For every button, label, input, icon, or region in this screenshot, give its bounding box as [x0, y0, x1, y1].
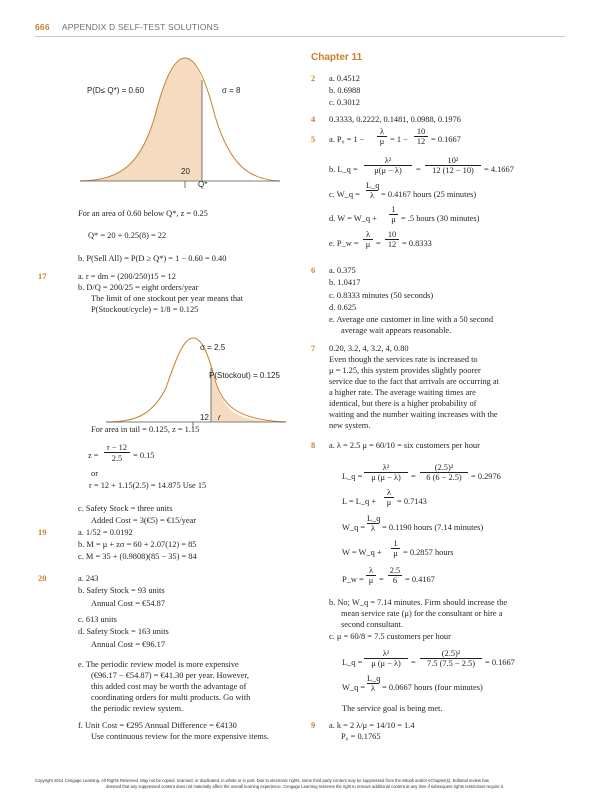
- equation-mid: =: [411, 472, 416, 481]
- text-line: a. 0.4512: [329, 74, 360, 83]
- q-star-label: Q*: [198, 180, 208, 189]
- text-line: b. Safety Stock = 93 units: [78, 586, 165, 595]
- text-line: identical, but there is a higher probability of: [329, 399, 477, 408]
- text-line: a. 243: [78, 574, 99, 583]
- fraction-numerator: 1: [389, 206, 398, 215]
- equation-mid: =: [376, 239, 381, 248]
- text-line: a higher rate. The average waiting times are: [329, 388, 476, 397]
- fraction-numerator: λ²: [364, 650, 408, 659]
- text-line: For an area of 0.60 below Q*, z = 0.25: [78, 209, 208, 218]
- text-line: c. M = 35 + (0.9808)(85 − 35) = 84: [78, 552, 197, 561]
- text-line: b. P(Sell All) = P(D ≥ Q*) = 1 − 0.60 = 0.40: [78, 254, 227, 263]
- sigma-label: σ = 8: [222, 86, 241, 95]
- stockout-label: P(Stockout) = 0.125: [209, 371, 280, 380]
- text-line: The service goal is being met.: [342, 704, 443, 713]
- text-line: r = 12 + 1.15(2.5) = 14.875 Use 15: [89, 481, 207, 490]
- fraction-numerator: L_q: [367, 514, 381, 523]
- problem-number: 4: [311, 115, 316, 124]
- problem-number: 20: [38, 574, 47, 583]
- equation-value: = 0.2976: [471, 472, 501, 481]
- mean-label: 12: [200, 413, 209, 422]
- text-line: c. Safety Stock = three units: [78, 504, 173, 513]
- text-line: = 0.15: [133, 451, 155, 460]
- mean-label: 20: [181, 167, 190, 176]
- problem-number: 17: [38, 272, 47, 281]
- text-line: 0.3333, 0.2222, 0.1481, 0.0988, 0.1976: [329, 115, 461, 124]
- fraction-numerator: λ²: [364, 157, 412, 166]
- text-line: the periodic review system.: [91, 704, 184, 713]
- fraction-denominator: μ: [365, 240, 371, 249]
- text-line: 0.20, 3.2, 4, 3.2, 4, 0.80: [329, 344, 409, 353]
- fraction-numerator: λ: [363, 231, 373, 240]
- text-line: second consultant.: [341, 620, 403, 629]
- chapter-heading: Chapter 11: [311, 52, 363, 63]
- text-line: f. Unit Cost = €295 Annual Difference = €4130: [78, 721, 237, 730]
- fraction-numerator: 10: [414, 128, 428, 137]
- probability-label: P(D≤ Q*) = 0.60: [87, 86, 145, 95]
- text-line: c. μ = 60/8 = 7.5 customers per hour: [329, 632, 451, 641]
- equation-value: = 0.1190 hours (7.14 minutes): [382, 523, 484, 532]
- equation-prefix: W = W_q +: [342, 548, 382, 557]
- equation-prefix: d. W = W_q +: [329, 214, 377, 223]
- fraction-numerator: 10²: [425, 157, 481, 166]
- footer-line-2: deemed that any suppressed content does not materially affect the overall learning experience. Cengage Learning reserves the right to remove additional content at any time if subsequent rights restrictions require it.: [106, 784, 504, 789]
- equation-value: = 4.1667: [484, 165, 514, 174]
- text-line: z =: [88, 451, 99, 460]
- equation-value: = 0.2857 hours: [403, 548, 454, 557]
- problem-number: 6: [311, 266, 316, 275]
- text-line: or: [91, 469, 98, 478]
- z-denominator: 2.5: [111, 454, 123, 463]
- equation-value: = 0.4167: [405, 575, 435, 584]
- text-line: a. 1/52 = 0.0192: [78, 528, 133, 537]
- fraction-numerator: L_q: [367, 674, 381, 683]
- text-line: Annual Cost = €54.87: [91, 599, 166, 608]
- equation-value: = 0.0667 hours (four minutes): [382, 683, 483, 692]
- text-line: a. 0.375: [329, 266, 356, 275]
- equation-value: = 0.1667: [431, 135, 461, 144]
- header-rule: [35, 36, 565, 37]
- text-line: c. 0.3012: [329, 98, 360, 107]
- r-label: r: [218, 413, 221, 422]
- fraction-numerator: 1: [391, 540, 400, 549]
- text-line: b. 1.0417: [329, 278, 361, 287]
- footer-line-1: Copyright 2014 Cengage Learning. All Rights Reserved. May not be copied, scanned, or duplicated, in whole or in part. Due to electronic rights, some third party content may be suppressed from the eBook and/or eChapter(s). Editorial review has: [35, 778, 489, 783]
- problem-number: 8: [311, 441, 316, 450]
- text-line: b. No; W_q = 7.14 minutes. Firm should increase the: [329, 598, 508, 607]
- fraction-denominator: 6: [392, 576, 398, 585]
- page-header: [35, 22, 219, 32]
- text-line: a. k = 2 λ/μ = 14/10 = 1.4: [329, 721, 415, 730]
- equation-prefix: W_q =: [342, 683, 366, 692]
- fraction-denominator: μ: [393, 549, 398, 558]
- normal-curve-figure-1: [80, 46, 280, 196]
- fraction-denominator: 6 (6 − 2.5): [426, 473, 462, 482]
- text-line: b. M = μ + zσ = 60 + 2.07(12) = 85: [78, 540, 197, 549]
- text-line: (€96.17 − €54.87) = €41.30 per year. However,: [91, 671, 249, 680]
- fraction-numerator: λ: [377, 128, 387, 137]
- equation-prefix: e. P_w =: [329, 239, 359, 248]
- text-line: Annual Cost = €96.17: [91, 640, 166, 649]
- fraction-denominator: λ: [370, 524, 376, 533]
- equation-prefix: L_q =: [342, 472, 363, 481]
- problem-number: 19: [38, 528, 47, 537]
- page-number: 666: [35, 22, 50, 32]
- fraction-numerator: 2.5: [389, 566, 401, 575]
- equation-prefix: W_q =: [342, 523, 366, 532]
- equation-mid: = 1 −: [390, 135, 408, 144]
- text-line: service due to the fact that arrivals are occurring at: [329, 377, 499, 386]
- text-line: b. D/Q = 200/25 = eight orders/year: [78, 283, 199, 292]
- text-line: this added cost may be worth the advantage of: [91, 682, 247, 691]
- text-line: P₀ = 0.1765: [341, 732, 381, 741]
- text-line: P(Stockout/cycle) = 1/8 = 0.125: [91, 305, 199, 314]
- text-line: For area in tail = 0.125, z = 1.15: [91, 425, 200, 434]
- equation-mid: =: [379, 575, 384, 584]
- copyright-footer: [35, 778, 575, 790]
- fraction-denominator: 12 (12 − 10): [432, 166, 474, 175]
- problem-number: 9: [311, 721, 316, 730]
- fraction-denominator: μ (μ − λ): [371, 659, 401, 668]
- text-line: Q* = 20 + 0.25(8) = 22: [88, 231, 167, 240]
- equation-value: = .5 hours (30 minutes): [401, 214, 480, 223]
- fraction-numerator: L_q: [366, 181, 380, 190]
- text-line: Added Cost = 3(€5) = €15/year: [91, 516, 197, 525]
- z-numerator: r − 12: [104, 443, 130, 453]
- fraction-numerator: λ: [384, 489, 394, 498]
- fraction-numerator: λ: [366, 567, 376, 576]
- problem-number: 5: [311, 135, 316, 144]
- fraction-denominator: μ: [386, 498, 392, 507]
- equation-mid: =: [411, 658, 416, 667]
- fraction-denominator: μ: [368, 576, 374, 585]
- shaded-area-below-q: [80, 58, 202, 181]
- text-line: b. 0.6988: [329, 86, 361, 95]
- text-line: a. λ = 2.5 μ = 60/10 = six customers per hour: [329, 441, 480, 450]
- fraction-denominator: 12: [387, 240, 397, 249]
- text-line: new system.: [329, 421, 371, 430]
- equation-prefix: c. W_q =: [329, 190, 360, 199]
- fraction-denominator: 12: [416, 137, 426, 146]
- fraction-numerator: (2.5)²: [420, 464, 468, 473]
- text-line: average wait appears reasonable.: [341, 326, 452, 335]
- text-line: Even though the services rate is increased to: [329, 355, 478, 364]
- equation-value: = 0.8333: [402, 239, 432, 248]
- text-line: e. The periodic review model is more expensive: [78, 660, 239, 669]
- fraction-denominator: λ: [370, 684, 376, 693]
- equation-prefix: L = L_q +: [342, 497, 377, 506]
- equation-prefix: P_w =: [342, 575, 364, 584]
- fraction-denominator: μ (μ − λ): [371, 473, 401, 482]
- equation-prefix: a. P₀ = 1 −: [329, 135, 365, 144]
- sigma-label: σ = 2.5: [200, 343, 226, 352]
- fraction-numerator: (2.5)²: [420, 650, 482, 659]
- text-line: μ = 1.25, this system provides slightly poorer: [329, 366, 481, 375]
- running-title: APPENDIX D SELF-TEST SOLUTIONS: [61, 22, 219, 32]
- problem-number: 2: [311, 74, 316, 83]
- fraction-denominator: μ: [391, 215, 396, 224]
- equation-value: = 0.4167 hours (25 minutes): [381, 190, 477, 199]
- text-line: mean service rate (μ) for the consultant or hire a: [341, 609, 503, 618]
- text-line: coordinating orders for multi products. Go with: [91, 693, 251, 702]
- fraction-numerator: 10: [385, 231, 399, 240]
- fraction-denominator: λ: [369, 191, 375, 200]
- fraction-numerator: λ²: [364, 464, 408, 473]
- text-line: c. 613 units: [78, 615, 117, 624]
- fraction-denominator: μ(μ − λ): [374, 166, 402, 175]
- text-line: waiting and the number waiting increases with the: [329, 410, 498, 419]
- text-line: The limit of one stockout per year means that: [91, 294, 244, 303]
- text-line: d. 0.625: [329, 303, 357, 312]
- fraction-denominator: 7.5 (7.5 − 2.5): [427, 659, 475, 668]
- text-line: a. r = dm = (200/250)15 = 12: [78, 272, 176, 281]
- text-line: e. Average one customer in line with a 50 second: [329, 315, 494, 324]
- equation-value: = 0.1667: [485, 658, 515, 667]
- equation-prefix: L_q =: [342, 658, 363, 667]
- equation-mid: =: [416, 165, 421, 174]
- fraction-denominator: μ: [379, 137, 385, 146]
- equation-value: = 0.7143: [397, 497, 427, 506]
- equation-prefix: b. L_q =: [329, 165, 358, 174]
- text-line: d. Safety Stock = 163 units: [78, 627, 169, 636]
- text-line: Use continuous review for the more expensive items.: [91, 732, 270, 741]
- problem-number: 7: [311, 344, 316, 353]
- text-line: c. 0.8333 minutes (50 seconds): [329, 291, 434, 300]
